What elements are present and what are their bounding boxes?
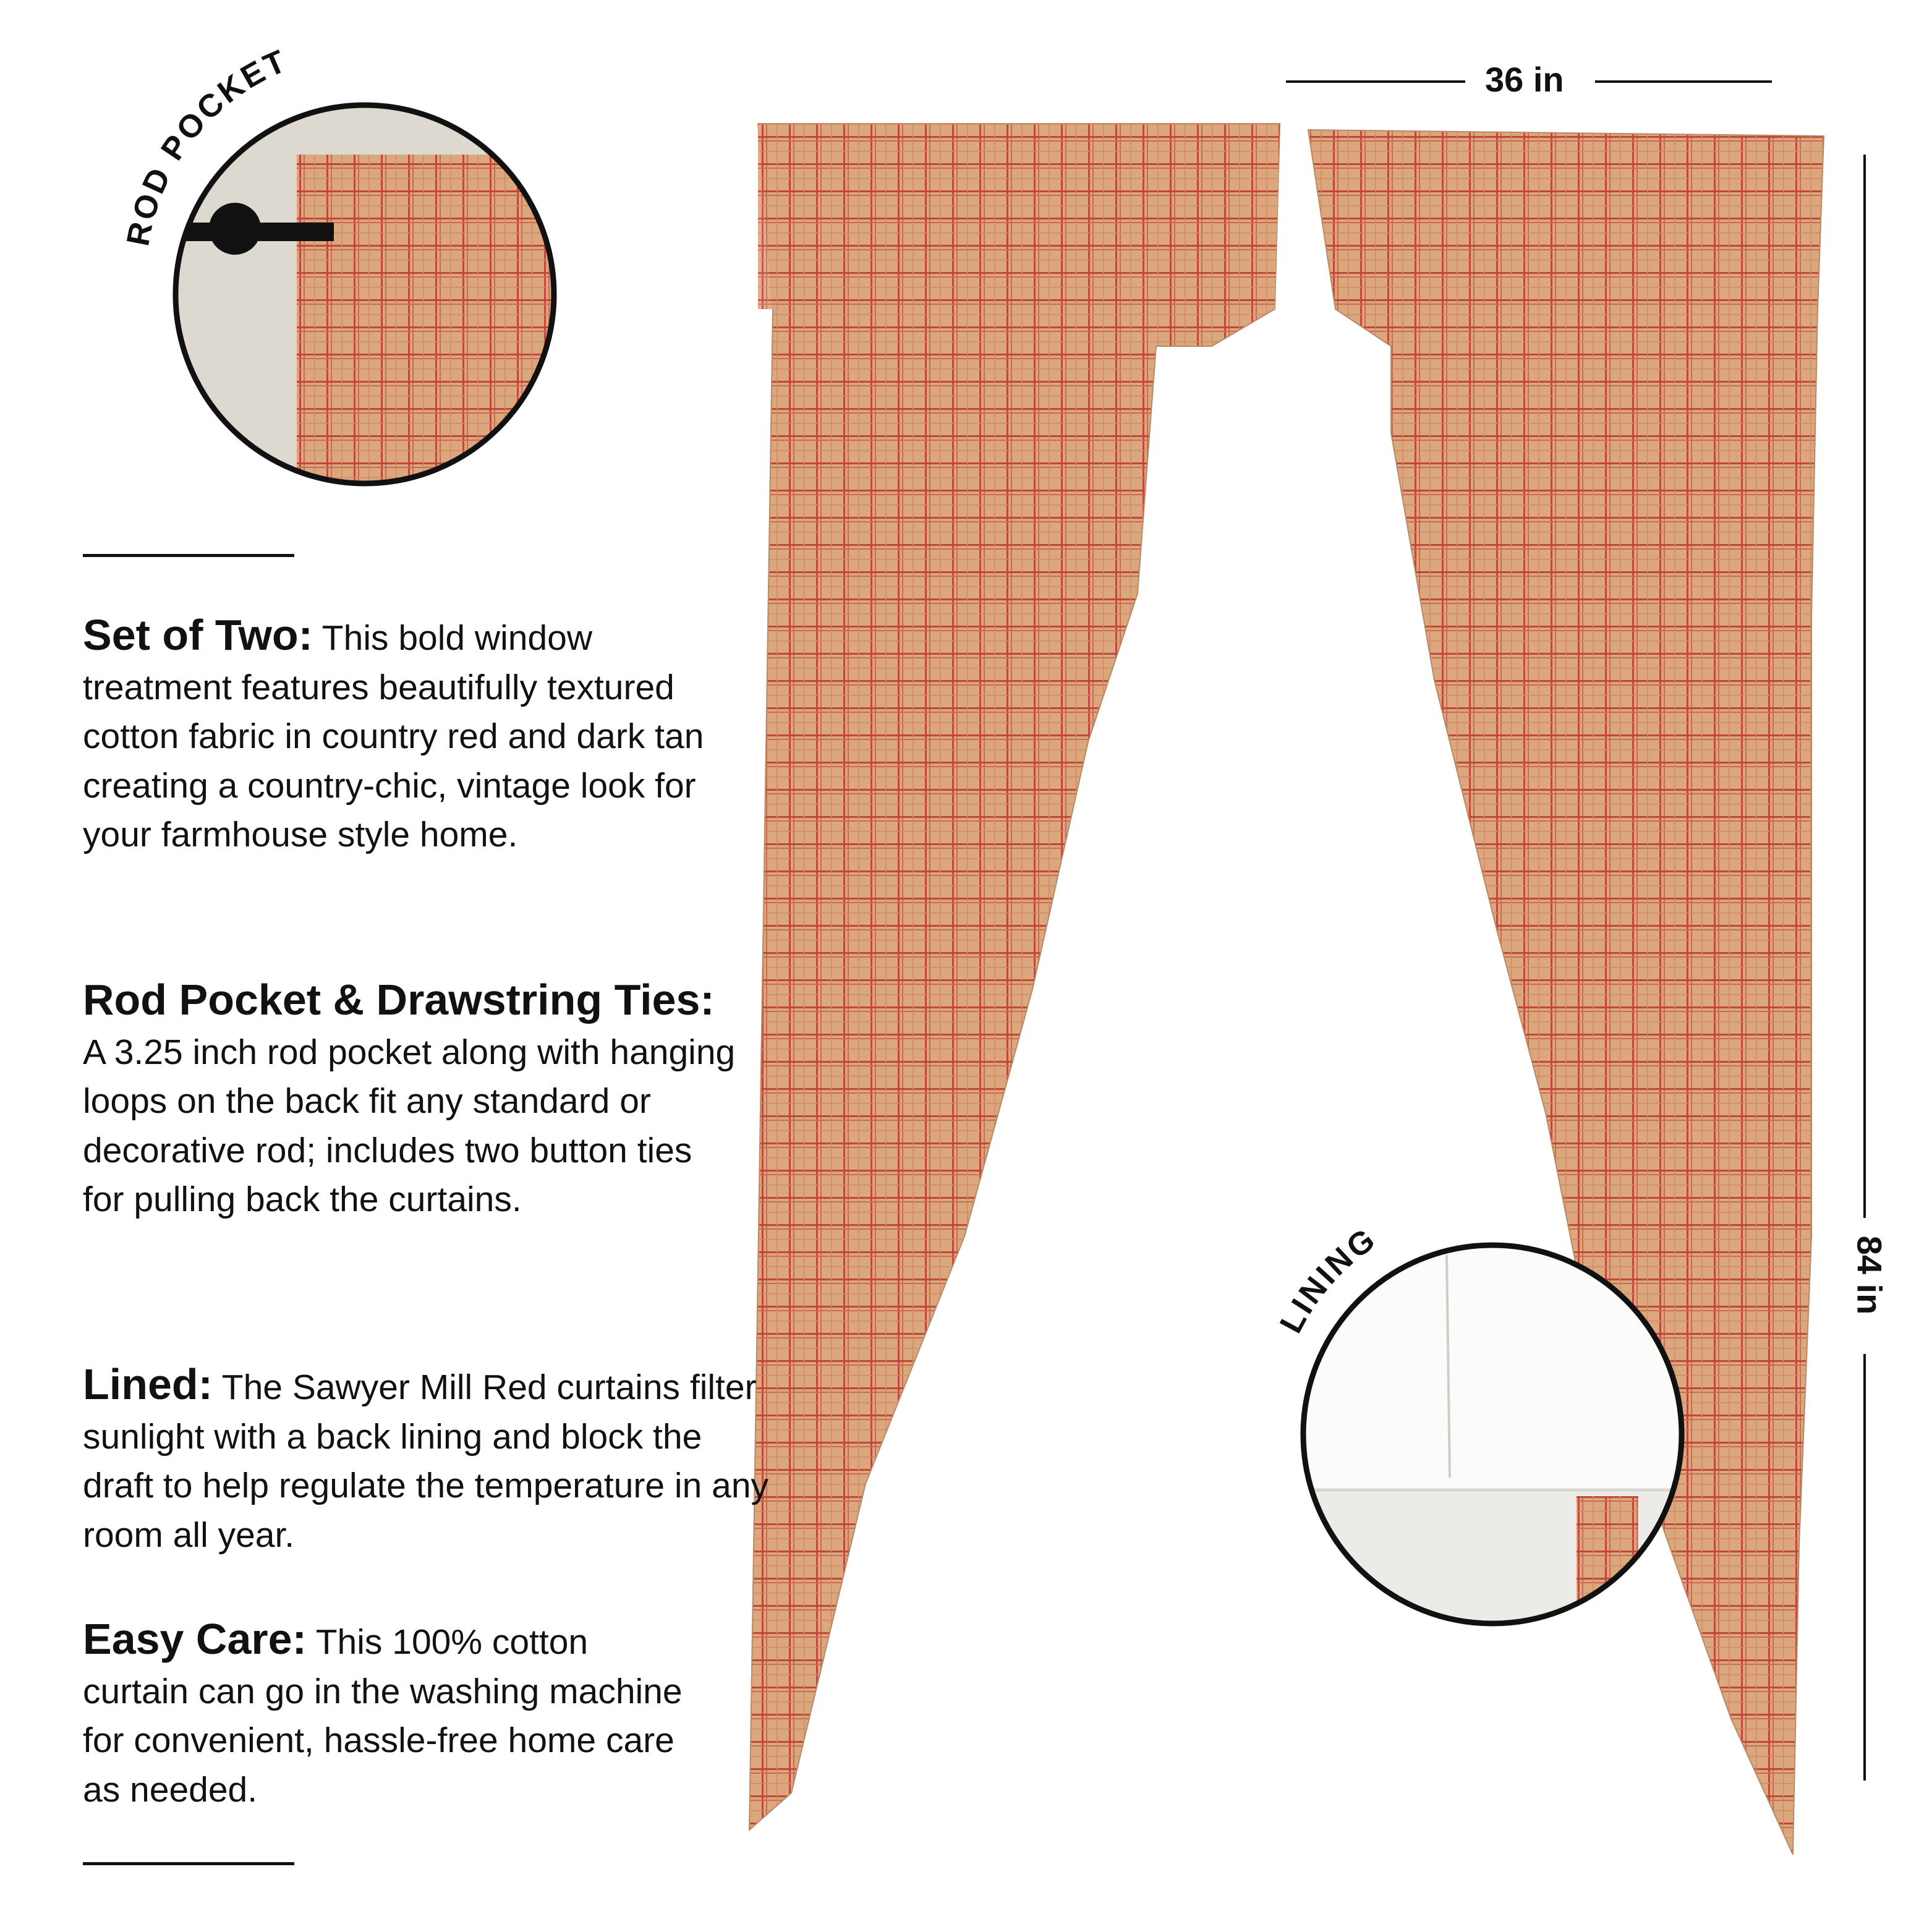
rod-finial xyxy=(209,203,261,255)
feature-rod-pocket xyxy=(83,976,738,1225)
bottom-divider xyxy=(83,1862,294,1865)
length-dimension-label: 84 in xyxy=(1850,1235,1889,1315)
feature-text: This bold window treatment features beautifully textured cotton fabric in country red and dark tan creating a country-chic, vintage look for your farmhouse style home. xyxy=(83,618,704,854)
feature-title: Set of Two: xyxy=(83,611,313,659)
feature-title: Easy Care: xyxy=(83,1615,307,1663)
width-dimension-line-left xyxy=(1286,80,1465,83)
feature-text: This 100% cotton curtain can go in the washing machine for convenient, hassle-free home care as needed. xyxy=(83,1622,683,1810)
length-dimension-line-bottom xyxy=(1863,1354,1866,1781)
feature-title: Rod Pocket & Drawstring Ties: xyxy=(83,976,715,1024)
feature-text: The Sawyer Mill Red curtains filter sunlight with a back lining and block the draft to help regulate the temperature in any room all year. xyxy=(83,1368,769,1555)
left-curtain-ruffle xyxy=(758,124,1280,309)
width-dimension-label: 36 in xyxy=(1485,60,1564,99)
length-dimension-line-top xyxy=(1863,155,1866,1218)
feature-text: A 3.25 inch rod pocket along with hanging loops on the back fit any standard or decorative rod; includes two button ties for pulling back the curtains. xyxy=(83,1032,736,1219)
rod-pocket-detail-circle xyxy=(120,43,556,501)
width-dimension-line-right xyxy=(1595,80,1772,83)
feature-lined xyxy=(83,1360,769,1560)
left-curtain-panel xyxy=(749,124,1280,1830)
lining-label: LINING xyxy=(1273,1220,1384,1339)
feature-easy-care xyxy=(83,1615,701,1815)
feature-title: Lined: xyxy=(83,1360,213,1408)
feature-set-of-two xyxy=(83,611,751,860)
top-divider xyxy=(83,554,294,557)
rod-pocket-label: ROD POCKET xyxy=(120,42,293,249)
